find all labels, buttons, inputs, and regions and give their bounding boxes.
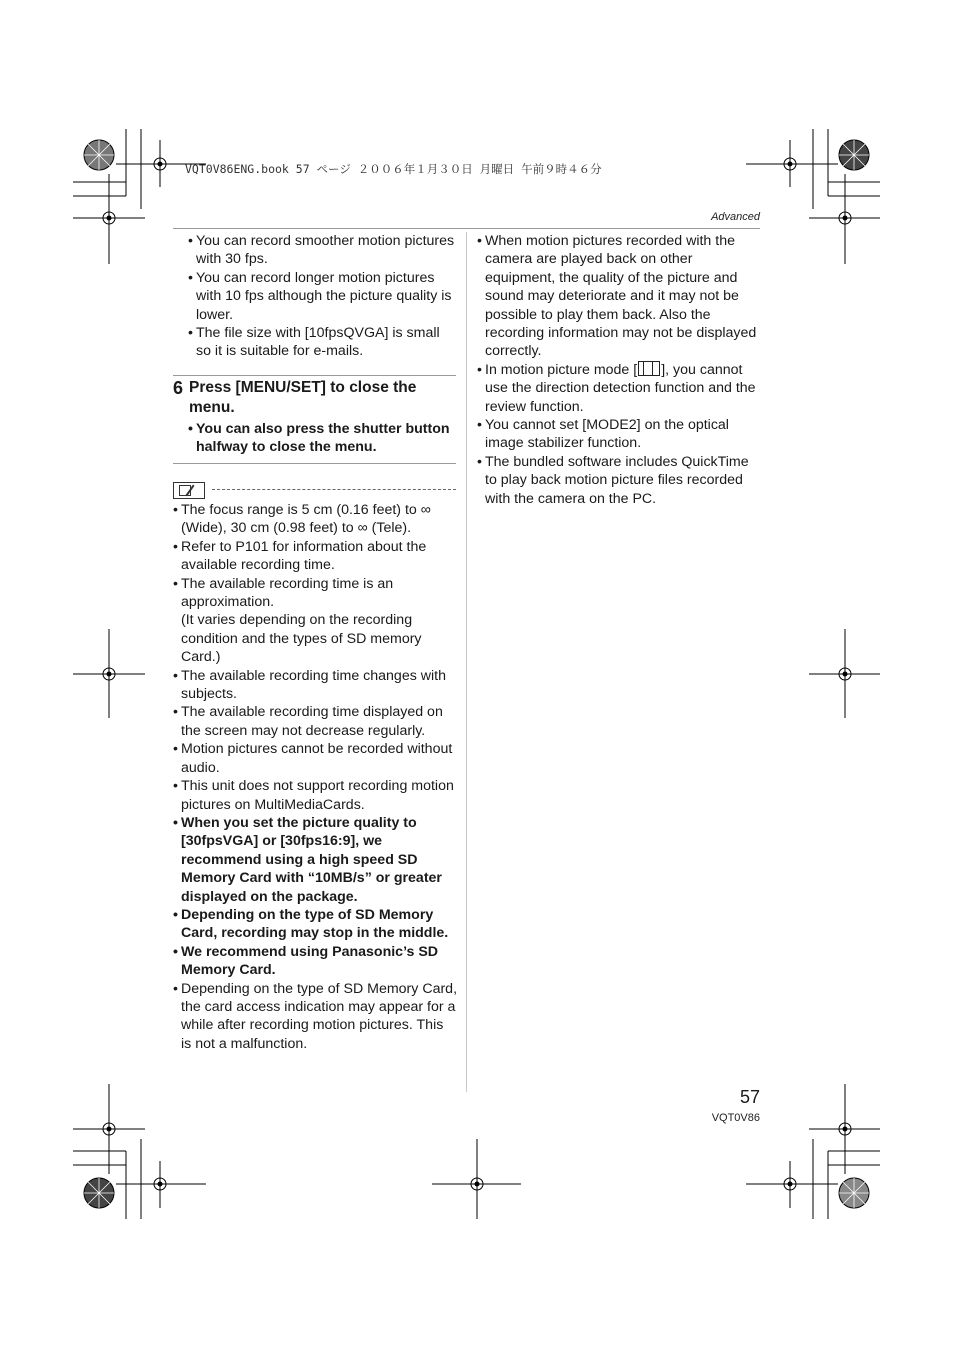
page-number: 57 (739, 1087, 760, 1107)
list-item: • You can record smoother motion pictures with 30 fps. (188, 232, 458, 269)
column-divider (466, 232, 467, 1092)
list-item: • The file size with [10fpsQVGA] is small so it is suitable for e-mails. (188, 324, 458, 361)
list-item: • You cannot set [MODE2] on the optical image stabilizer function. (477, 416, 760, 453)
book-file-header: VQT0V86ENG.book 57 ページ ２００６年１月３０日 月曜日 午前９時４６分 (185, 162, 602, 176)
top-rule (173, 228, 760, 229)
model-code: VQT0V86 (711, 1112, 760, 1124)
right-bullets (477, 232, 760, 508)
motion-picture-mode-icon (638, 361, 660, 376)
list-item: • You can record longer motion pictures with 10 fps although the picture quality is lower. (188, 269, 458, 324)
note-extra: (It varies depending on the recording condition and the types of SD memory Card.) (181, 612, 422, 666)
note-dashed-separator (212, 489, 456, 490)
left-top-bullets (188, 232, 458, 361)
list-item: • Depending on the type of SD Memory Card, recording may stop in the middle. (173, 906, 457, 943)
section-label: Advanced (711, 211, 760, 223)
list-item: • The focus range is 5 cm (0.16 feet) to ∞ (Wide), 30 cm (0.98 feet) to ∞ (Tele). (173, 501, 457, 538)
step-6 (173, 378, 458, 418)
list-item: • This unit does not support recording motion pictures on MultiMediaCards. (173, 777, 457, 814)
step-sub-bullet (188, 420, 458, 457)
list-item: • The available recording time changes with subjects. (173, 667, 457, 704)
step-number: 6 (173, 378, 184, 398)
step-top-rule (173, 375, 456, 376)
list-item: • Refer to P101 for information about the available recording time. (173, 538, 457, 575)
list-item: • When motion pictures recorded with the camera are played back on other equipment, the quality of the picture and sound may deteriorate and it may not be possible to play them back. Also the recording information may not be displayed correctly. (477, 232, 760, 361)
list-item: • The available recording time displayed on the screen may not decrease regularly. (173, 703, 457, 740)
list-item: • We recommend using Panasonic’s SD Memory Card. (173, 943, 457, 980)
list-item (173, 575, 457, 667)
note-icon (173, 482, 205, 499)
note-text: The available recording time is an approximation. (181, 575, 394, 611)
list-item: • You can also press the shutter button halfway to close the menu. (188, 420, 458, 457)
list-item: • The bundled software includes QuickTime to play back motion picture files recorded with the camera on the PC. (477, 453, 760, 508)
list-item: • Motion pictures cannot be recorded without audio. (173, 740, 457, 777)
list-item: • Depending on the type of SD Memory Card, the card access indication may appear for a while after recording motion pictures. This is not a malfunction. (173, 980, 457, 1054)
list-item (477, 361, 760, 416)
list-item: • When you set the picture quality to [30fpsVGA] or [30fps16:9], we recommend using a high speed SD Memory Card with “10MB/s” or greater displayed on the package. (173, 814, 457, 906)
list-item-text: ], you cannot use the direction detection function and the review function. (485, 361, 756, 415)
left-notes (173, 501, 457, 1053)
step-bottom-rule (173, 463, 456, 464)
list-item-text: In motion picture mode [ (485, 361, 638, 378)
step-text: Press [MENU/SET] to close the menu. (189, 379, 417, 416)
